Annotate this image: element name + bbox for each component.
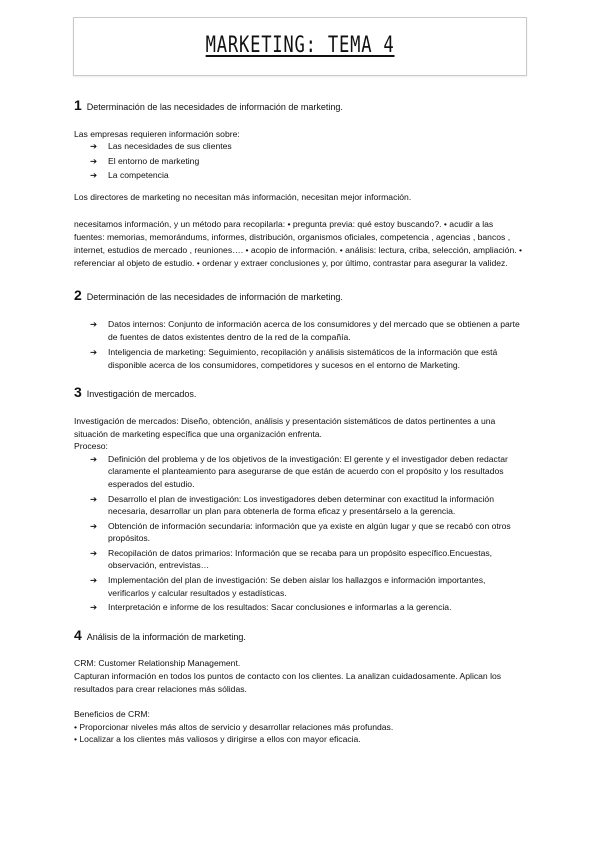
arrow-icon: ➔ [90,602,98,613]
list-item: ➔ Datos internos: Conjunto de información acerca de los consumidores y del mercado que se obtienen a parte de fuentes de datos existentes dentro de la red de la compañía. [90,318,520,342]
list-item: ➔ Las necesidades de sus clientes [90,141,232,152]
section-2-number: 2 [74,287,82,304]
section-4-heading [74,628,526,644]
section-4-title: Análisis de la información de marketing. [86,631,246,642]
section-2-title: Determinación de las necesidades de información de marketing. [86,292,343,303]
list-item: ➔ Desarrollo el plan de investigación: Los investigadores deben determinar con exactitud la información necesaria, desarrollar un plan para obtenerla de forma eficaz y presentárselo a la gerencia. [90,493,494,517]
section-3-title: Investigación de mercados. [86,389,197,400]
benefit-item: • Proporcionar niveles más altos de servicio y desarrollar relaciones más profundas. [74,721,394,732]
arrow-icon: ➔ [90,453,98,464]
section-1-number: 1 [74,97,82,113]
list-item: ➔ Interpretación e informe de los resultados: Sacar conclusiones e informarlas a la gerencia. [90,602,452,613]
list-item: ➔ Implementación del plan de investigación: Se deben aislar los hallazgos e información importantes, verificarlos y calcular resultados y estadísticas. [90,575,486,598]
section-1-title: Determinación de las necesidades de información de marketing. [86,102,343,112]
list-item: ➔ La competencia [90,170,169,181]
list-item: ➔ Definición del problema y de los objetivos de la investigación: El gerente y el investigador deben redactar claramente el planteamiento para asegurarse de que están de acuerdo con el propósito y los resultados esperados del estudio. [90,453,508,489]
arrow-icon: ➔ [90,493,98,504]
title-box [73,17,527,76]
section-1-directors: Los directores de marketing no necesitan más información, necesitan mejor información. [74,191,412,202]
arrow-icon: ➔ [90,347,98,358]
section-1-intro: Las empresas requieren información sobre: [74,128,240,139]
arrow-icon: ➔ [90,575,98,586]
section-1-method: necesitamos información, y un método para recopilarla: • pregunta previa: qué estoy buscando?. • acudir a las fuentes: memorias, memorándums, informes, distribución, organismos oficiales, competencia , agencias , bancos , internet, estudios de mercado , reuniones…. • acopio de información. • análisis: lectura, criba, selección, ampliación. • referenciar al objeto de estudio. • ordenar y extraer conclusiones y, por último, contrastar para asegurar la validez. [74,218,523,269]
section-2-heading [74,288,526,304]
list-item: ➔ Recopilación de datos primarios: Información que se recaba para un propósito específico.Encuestas, observación, entrevistas… [90,547,493,571]
section-3-definition: Investigación de mercados: Diseño, obtención, análisis y presentación sistemáticos de datos pertinentes a una situación de marketing específica que una organización enfrenta. [74,415,496,439]
arrow-icon: ➔ [90,170,98,181]
section-3-heading [74,385,526,401]
arrow-icon: ➔ [90,318,98,329]
crm-title: CRM: Customer Relationship Management. [74,658,241,669]
section-4-number: 4 [74,626,82,643]
list-item: ➔ Inteligencia de marketing: Seguimiento, recopilación y análisis sistemáticos de la información que está disponible acerca de los consumidores, competidores y sucesos en el entorno de Marketing. [90,347,498,370]
section-1-heading [74,98,526,114]
section-3-number: 3 [74,384,82,401]
list-item: ➔ El entorno de marketing [90,155,200,166]
arrow-icon: ➔ [90,141,98,152]
arrow-icon: ➔ [90,520,98,531]
list-item: ➔ Obtención de información secundaria: información que ya existe en algún lugar y que se recabó con otros propósitos. [90,520,511,544]
document-body [74,98,526,746]
section-1-list [90,140,526,182]
section-3-list [90,453,526,614]
benefits-title: Beneficios de CRM: [74,709,150,720]
arrow-icon: ➔ [90,155,98,166]
section-2-list [90,318,526,371]
page-title: MARKETING: TEMA 4 [205,33,395,59]
benefit-item: • Localizar a los clientes más valiosos y dirigirse a ellos con mayor eficacia. [74,734,361,745]
section-3-process-label: Proceso: [74,441,108,452]
crm-text: Capturan información en todos los puntos de contacto con los clientes. La analizan cuidadosamente. Aplican los resultados para crear relaciones más sólidas. [74,671,502,694]
arrow-icon: ➔ [90,547,98,558]
